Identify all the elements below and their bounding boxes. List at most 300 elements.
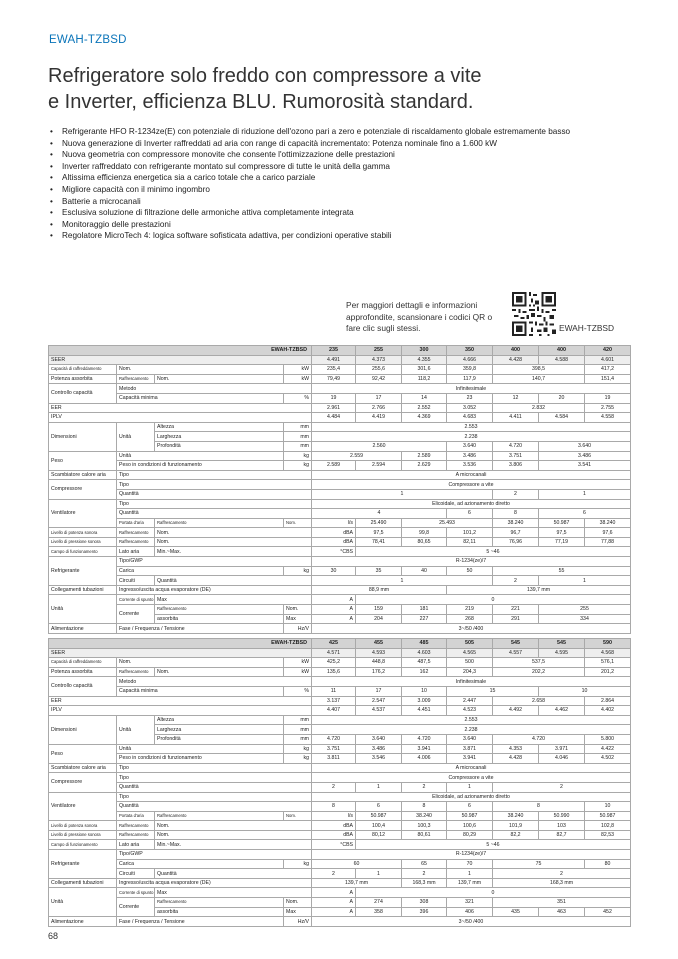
value-cell: 417,2 <box>585 365 631 375</box>
value-cell: 425,2 <box>312 658 356 668</box>
table-row <box>49 878 631 888</box>
label-cell: Scambiatore calore aria <box>49 763 117 773</box>
value-cell: 4.584 <box>539 413 585 423</box>
label-cell: Livello di pressione sonora <box>49 830 117 840</box>
model-size-header: 590 <box>585 639 631 649</box>
label-cell: Ventilatore <box>49 499 117 528</box>
value-cell: 78,41 <box>356 537 402 547</box>
value-cell: 204,3 <box>447 667 493 677</box>
label-cell: Tipo/GWP <box>117 850 312 860</box>
unit-cell: dBA <box>312 821 356 831</box>
value-cell: 12 <box>493 393 539 403</box>
model-size-header: 235 <box>312 346 356 356</box>
table-row <box>49 480 631 490</box>
value-cell: 321 <box>447 898 493 908</box>
label-cell: Metodo <box>117 384 312 394</box>
value-cell: 255 <box>539 605 631 615</box>
value-cell: 463 <box>539 907 585 917</box>
value-cell: 139,7 mm <box>447 878 493 888</box>
value-cell: 351 <box>493 898 631 908</box>
value-cell: 2.961 <box>312 403 356 413</box>
value-cell: 2.658 <box>493 696 585 706</box>
table-row <box>49 658 631 668</box>
table-row <box>49 422 631 432</box>
table-row <box>49 859 631 869</box>
value-cell: 139,7 mm <box>447 585 631 595</box>
value-cell: 92,42 <box>356 374 402 384</box>
label-cell: Potenza assorbita <box>49 374 117 384</box>
label-cell: Fase / Frequenza / Tensione <box>117 624 284 634</box>
label-cell: Compressore <box>49 480 117 499</box>
value-cell: 19 <box>312 393 356 403</box>
table-row <box>49 917 631 927</box>
feature-item: • Regolatore MicroTech 4: logica software sofisticata adattiva, per condizioni operative stabili <box>50 230 630 242</box>
value-cell: 4.491 <box>312 355 356 365</box>
value-cell: 2.552 <box>402 403 447 413</box>
value-cell: 38.240 <box>585 518 631 528</box>
value-cell: 500 <box>447 658 493 668</box>
value-cell: A microcanali <box>312 470 631 480</box>
value-cell: 82,2 <box>493 830 539 840</box>
table-row <box>49 355 631 365</box>
table-row <box>49 413 631 423</box>
label-cell: Corrente di spunto <box>117 888 155 898</box>
label-cell: Quantità <box>155 576 312 586</box>
value-cell: 576,1 <box>585 658 631 668</box>
value-cell: 3.536 <box>447 461 493 471</box>
value-cell: 334 <box>539 614 631 624</box>
label-cell: Min.~Max. <box>155 547 312 557</box>
value-cell: A microcanali <box>312 763 631 773</box>
table-row <box>49 792 631 802</box>
label-cell: Ventilatore <box>49 792 117 821</box>
value-cell: 1 <box>312 489 493 499</box>
unit-cell: % <box>284 393 312 403</box>
table-row <box>49 830 631 840</box>
value-cell: 396 <box>402 907 447 917</box>
value-cell: 274 <box>356 898 402 908</box>
value-cell: 4.720 <box>312 734 356 744</box>
value-cell: 8 <box>493 802 585 812</box>
label-cell: IPLV <box>49 413 312 423</box>
value-cell: 2 <box>402 782 447 792</box>
value-cell: Compressore a vite <box>312 773 631 783</box>
value-cell: 4.428 <box>493 355 539 365</box>
value-cell: 3.971 <box>539 744 585 754</box>
value-cell: 3.640 <box>447 734 493 744</box>
value-cell: Infinitesimale <box>312 677 631 687</box>
label-cell: Nom. <box>155 537 312 547</box>
value-cell: 4.568 <box>585 648 631 658</box>
value-cell: 159 <box>356 605 402 615</box>
value-cell: 2.832 <box>493 403 585 413</box>
unit-cell: l/s <box>312 811 356 821</box>
value-cell: 2.766 <box>356 403 402 413</box>
value-cell: 4.588 <box>539 355 585 365</box>
qr-code-icon[interactable] <box>512 292 556 336</box>
table-row <box>49 384 631 394</box>
label-cell: Circuiti <box>117 576 155 586</box>
qr-code-label: EWAH-TZBSD <box>559 323 615 333</box>
value-cell: 70 <box>447 859 493 869</box>
table-row <box>49 706 631 716</box>
value-cell: 202,2 <box>493 667 585 677</box>
value-cell: 140,7 <box>493 374 585 384</box>
label-cell: Min.~Max. <box>155 840 312 850</box>
table-row <box>49 696 631 706</box>
value-cell: 204 <box>356 614 402 624</box>
label-cell: Nom. <box>284 605 312 615</box>
unit-cell: A <box>312 907 356 917</box>
unit-cell: Hz/V <box>284 624 312 634</box>
unit-cell: A <box>312 898 356 908</box>
label-cell: Collegamenti tubazioni <box>49 878 117 888</box>
label-cell: Unità <box>117 451 284 461</box>
table-row <box>49 374 631 384</box>
value-cell: 2.553 <box>312 715 631 725</box>
value-cell: 4.523 <box>447 706 493 716</box>
label-cell: Tipo <box>117 470 312 480</box>
value-cell: 3.486 <box>447 451 493 461</box>
label-cell: Campo di funzionamento <box>49 547 117 557</box>
value-cell: 1 <box>447 869 493 879</box>
value-cell: 55 <box>493 566 631 576</box>
value-cell: 1 <box>539 489 631 499</box>
label-cell: Raffrescamento <box>155 518 284 528</box>
unit-cell: kW <box>284 658 312 668</box>
value-cell: 2 <box>493 869 631 879</box>
value-cell: 2.553 <box>312 422 631 432</box>
value-cell: 4.484 <box>312 413 356 423</box>
value-cell: 77,19 <box>539 537 585 547</box>
unit-cell: mm <box>284 715 312 725</box>
value-cell: 20 <box>539 393 585 403</box>
value-cell: 100,3 <box>402 821 447 831</box>
value-cell: 3~/50 /400 <box>312 624 631 634</box>
value-cell: 97,5 <box>539 528 585 538</box>
value-cell: 162 <box>402 667 447 677</box>
value-cell: 14 <box>402 393 447 403</box>
value-cell: 4.006 <box>402 754 447 764</box>
value-cell: 4 <box>312 509 447 519</box>
label-cell: Nom. <box>155 528 312 538</box>
unit-cell: mm <box>284 432 312 442</box>
label-cell: Nom. <box>284 811 312 821</box>
model-size-header: 545 <box>539 639 585 649</box>
table-row <box>49 365 631 375</box>
unit-cell: dBA <box>312 830 356 840</box>
label-cell: Corrente <box>117 898 155 917</box>
table-row <box>49 763 631 773</box>
value-cell: 487,5 <box>402 658 447 668</box>
value-cell: 181 <box>402 605 447 615</box>
value-cell: Infinitesimale <box>312 384 631 394</box>
value-cell: 537,5 <box>493 658 585 668</box>
label-cell: Larghezza <box>155 725 284 735</box>
label-cell: Altezza <box>155 715 284 725</box>
value-cell: 1 <box>447 782 493 792</box>
value-cell: 3.806 <box>493 461 539 471</box>
value-cell: 435 <box>493 907 539 917</box>
table-row <box>49 576 631 586</box>
page-title <box>48 63 648 115</box>
label-cell: Nom. <box>284 898 312 908</box>
value-cell: 139,7 mm <box>312 878 402 888</box>
spec-table-1 <box>48 345 631 634</box>
table-row <box>49 566 631 576</box>
label-cell: Capacità minima <box>117 393 284 403</box>
value-cell: 2 <box>493 576 539 586</box>
label-cell: Profondità <box>155 441 284 451</box>
label-cell: Max <box>284 614 312 624</box>
label-cell: Nom. <box>155 667 284 677</box>
value-cell: 448,8 <box>356 658 402 668</box>
value-cell: 2.238 <box>312 725 631 735</box>
value-cell: 301,6 <box>402 365 447 375</box>
value-cell: 6 <box>356 802 402 812</box>
table-row <box>49 499 631 509</box>
value-cell: 50.987 <box>585 811 631 821</box>
value-cell: 3~/50 /400 <box>312 917 631 927</box>
feature-list <box>50 126 630 242</box>
label-cell: Unità <box>117 422 155 451</box>
value-cell: 79,49 <box>312 374 356 384</box>
label-cell: Tipo <box>117 773 312 783</box>
value-cell: 4.353 <box>493 744 539 754</box>
label-cell: Max <box>155 595 312 605</box>
table-row <box>49 451 631 461</box>
table-row <box>49 595 631 605</box>
label-cell: Profondità <box>155 734 284 744</box>
label-cell: Portata d'aria <box>117 518 155 528</box>
value-cell: 4.419 <box>356 413 402 423</box>
value-cell: 3.811 <box>312 754 356 764</box>
value-cell: 10 <box>402 686 447 696</box>
table-row <box>49 470 631 480</box>
value-cell: 8 <box>402 802 447 812</box>
value-cell: 65 <box>402 859 447 869</box>
label-cell: Peso in condizioni di funzionamento <box>117 461 284 471</box>
label-cell: Controllo capacità <box>49 677 117 696</box>
unit-cell: mm <box>284 725 312 735</box>
value-cell: 10 <box>585 802 631 812</box>
value-cell: 50.990 <box>539 811 585 821</box>
label-cell: Altezza <box>155 422 284 432</box>
value-cell: 6 <box>447 509 493 519</box>
value-cell: 227 <box>402 614 447 624</box>
value-cell: 76,96 <box>493 537 539 547</box>
label-cell: Unità <box>49 595 117 624</box>
feature-item: • Altissima efficienza energetica sia a carico totale che a carico parziale <box>50 172 630 184</box>
title-line-1: Refrigeratore solo freddo con compressore a vite <box>48 65 482 87</box>
label-cell: Metodo <box>117 677 312 687</box>
value-cell: Compressore a vite <box>312 480 631 490</box>
feature-item: • Inverter raffreddato con refrigerante montato sul compressore di tutte le unità della gamma <box>50 161 630 173</box>
value-cell: 1 <box>356 869 402 879</box>
unit-cell: kg <box>284 461 312 471</box>
label-cell: Lato aria <box>117 840 155 850</box>
value-cell: 4.603 <box>402 648 447 658</box>
value-cell: 4.502 <box>585 754 631 764</box>
model-size-header: 300 <box>402 346 447 356</box>
feature-item: • Nuova generazione di Inverter raffreddati ad aria con range di capacità incrementato: Potenza nominale fino a 1.600 kW <box>50 138 630 150</box>
value-cell: 4.720 <box>402 734 447 744</box>
spec-table-2 <box>48 638 631 927</box>
value-cell: 2.559 <box>312 451 402 461</box>
label-cell: Circuiti <box>117 869 155 879</box>
unit-cell: °CBS <box>312 547 356 557</box>
label-cell: Max <box>284 907 312 917</box>
table-row <box>49 509 631 519</box>
value-cell: 5 ~46 <box>356 547 631 557</box>
table-row <box>49 403 631 413</box>
value-cell: 4.595 <box>539 648 585 658</box>
value-cell: 80,61 <box>402 830 447 840</box>
value-cell: 25.493 <box>402 518 493 528</box>
table-row <box>49 686 631 696</box>
unit-cell: kg <box>284 451 312 461</box>
value-cell: 1 <box>312 576 493 586</box>
label-cell: Controllo capacità <box>49 384 117 403</box>
value-cell: 4.373 <box>356 355 402 365</box>
table-row <box>49 744 631 754</box>
table-row <box>49 677 631 687</box>
value-cell: 38.240 <box>493 811 539 821</box>
value-cell: 38.240 <box>402 811 447 821</box>
table-row <box>49 648 631 658</box>
value-cell: 2.547 <box>356 696 402 706</box>
value-cell: 103 <box>539 821 585 831</box>
label-cell: Unità <box>117 715 155 744</box>
value-cell: 50.987 <box>539 518 585 528</box>
value-cell: R-1234(ze)/7 <box>312 557 631 567</box>
label-cell: Ingresso/uscita acqua evaporatore (DE) <box>117 878 312 888</box>
label-cell: Refrigerante <box>49 557 117 586</box>
unit-cell: kW <box>284 365 312 375</box>
label-cell: Raffrescamento <box>117 821 155 831</box>
label-cell: Tipo <box>117 499 312 509</box>
model-size-header: 255 <box>356 346 402 356</box>
label-cell: SEER <box>49 648 312 658</box>
label-cell: Campo di funzionamento <box>49 840 117 850</box>
unit-cell: A <box>312 614 356 624</box>
value-cell: 88,9 mm <box>312 585 447 595</box>
qr-instructions: Per maggiori dettagli e informazioni approfondite, scansionare i codici QR o fare clic sugli stessi. <box>346 300 493 334</box>
model-size-header: 455 <box>356 639 402 649</box>
label-cell: Corrente <box>117 605 155 624</box>
value-cell: 2 <box>402 869 447 879</box>
feature-item: • Migliore capacità con il minimo ingombro <box>50 184 630 196</box>
label-cell: Peso in condizioni di funzionamento <box>117 754 284 764</box>
model-size-header: 400 <box>493 346 539 356</box>
value-cell: 118,2 <box>402 374 447 384</box>
value-cell: 3.546 <box>356 754 402 764</box>
table-row <box>49 557 631 567</box>
label-cell: Raffrescamento <box>117 374 155 384</box>
value-cell: 35 <box>356 566 402 576</box>
value-cell: 97,5 <box>356 528 402 538</box>
value-cell: 3.640 <box>356 734 402 744</box>
label-cell: Larghezza <box>155 432 284 442</box>
unit-cell: dBA <box>312 528 356 538</box>
title-line-2: e Inverter, efficienza BLU. Rumorosità standard. <box>48 91 474 113</box>
value-cell: Elicoidale, ad azionamento diretto <box>312 792 631 802</box>
value-cell: 176,2 <box>356 667 402 677</box>
label-cell: Tipo <box>117 763 312 773</box>
feature-item: • Batterie a microcanali <box>50 196 630 208</box>
value-cell: 358 <box>356 907 402 917</box>
label-cell: Raffrescamento <box>117 830 155 840</box>
unit-cell: A <box>312 888 356 898</box>
value-cell: 3.871 <box>447 744 493 754</box>
label-cell: Nom. <box>117 658 284 668</box>
unit-cell: kg <box>284 754 312 764</box>
value-cell: 268 <box>447 614 493 624</box>
label-cell: Max <box>155 888 312 898</box>
unit-cell: °CBS <box>312 840 356 850</box>
unit-cell: A <box>312 595 356 605</box>
value-cell: 100,6 <box>447 821 493 831</box>
value-cell: 3.941 <box>447 754 493 764</box>
table-row <box>49 585 631 595</box>
value-cell: 8 <box>493 509 539 519</box>
table-row <box>49 821 631 831</box>
value-cell: 398,5 <box>493 365 585 375</box>
label-cell: Corrente di spunto <box>117 595 155 605</box>
table-row <box>49 715 631 725</box>
unit-cell: mm <box>284 422 312 432</box>
label-cell: Raffrescamento <box>117 667 155 677</box>
value-cell: 17 <box>356 686 402 696</box>
value-cell: 50.987 <box>356 811 402 821</box>
table-header-row <box>49 346 631 356</box>
unit-cell: % <box>284 686 312 696</box>
table-row <box>49 624 631 634</box>
label-cell: Tipo <box>117 480 312 490</box>
value-cell: 25.490 <box>356 518 402 528</box>
model-label: EWAH-TZBSD <box>49 346 312 356</box>
value-cell: 4.462 <box>539 706 585 716</box>
value-cell: 4.355 <box>402 355 447 365</box>
label-cell: Livello di potenza sonora <box>49 821 117 831</box>
table-row <box>49 811 631 821</box>
value-cell: 4.402 <box>585 706 631 716</box>
model-size-header: 420 <box>585 346 631 356</box>
label-cell: Tipo <box>117 792 312 802</box>
value-cell: 2.594 <box>356 461 402 471</box>
value-cell: 1 <box>356 782 402 792</box>
label-cell: Dimensioni <box>49 715 117 744</box>
table-row <box>49 547 631 557</box>
table-row <box>49 528 631 538</box>
label-cell: Raffrescamento <box>117 528 155 538</box>
value-cell: 50 <box>447 566 493 576</box>
value-cell: 151,4 <box>585 374 631 384</box>
value-cell: 2.755 <box>585 403 631 413</box>
value-cell: 60 <box>312 859 402 869</box>
value-cell: 101,2 <box>447 528 493 538</box>
label-cell: Raffrescamento <box>155 898 284 908</box>
label-cell: Dimensioni <box>49 422 117 451</box>
table-row <box>49 773 631 783</box>
value-cell: 15 <box>447 686 539 696</box>
label-cell: Compressore <box>49 773 117 792</box>
label-cell: Capacità di raffreddamento <box>49 658 117 668</box>
value-cell: 80,12 <box>356 830 402 840</box>
value-cell: 219 <box>447 605 493 615</box>
value-cell: 4.557 <box>493 648 539 658</box>
value-cell: 359,8 <box>447 365 493 375</box>
